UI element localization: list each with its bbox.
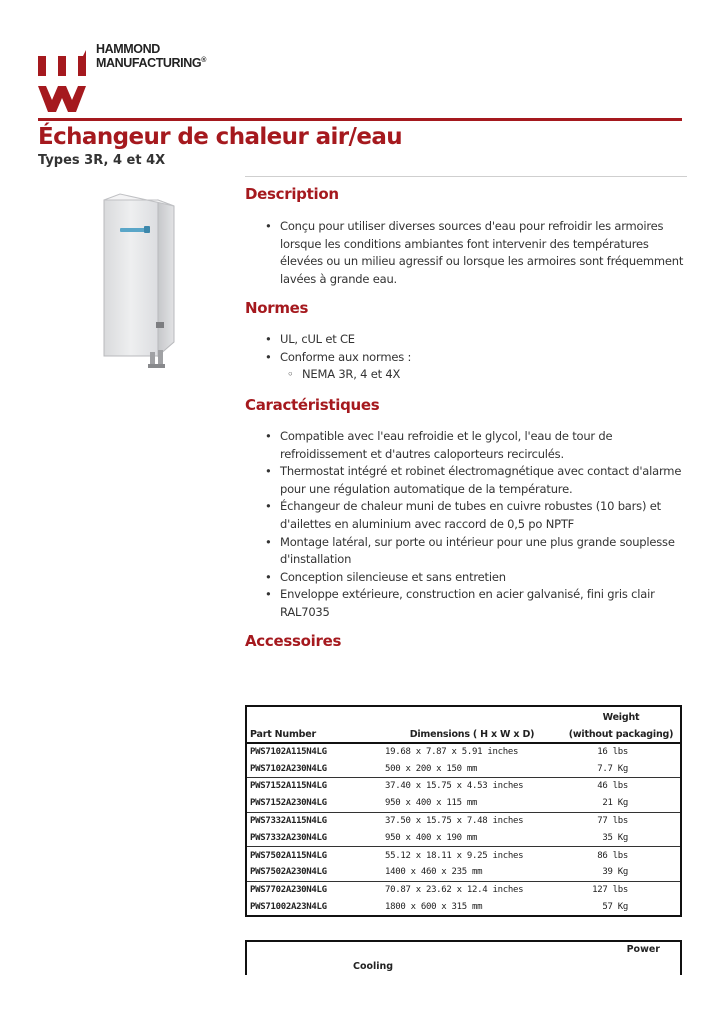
dimensions-cell: 1800 x 600 x 315 mm [385,901,483,912]
part-number-cell: PWS7102A115N4LG [250,747,327,758]
header-power: Power [626,944,660,955]
product-image [98,192,188,372]
header-weight-line2: (without packaging) [568,729,674,740]
caracteristiques-heading: Caractéristiques [245,396,380,414]
part-number-cell: PWS7502A115N4LG [246,847,382,864]
description-heading: Description [245,185,339,203]
weight-cell: 35 Kg [602,832,628,843]
header-rule [38,118,682,121]
header-dimensions: Dimensions ( H x W x D) [409,729,535,740]
table-row [246,812,681,829]
table-row [246,847,681,864]
brand-name-line1: HAMMOND [96,42,160,56]
part-number-cell: PWS7152A115N4LG [246,778,382,795]
dimensions-cell: 37.50 x 15.75 x 7.48 inches [382,812,562,829]
dimensions-cell: 37.40 x 15.75 x 4.53 inches [382,778,562,795]
table-row [246,743,681,760]
dimensions-cell: 55.12 x 18.11 x 9.25 inches [382,847,562,864]
part-number-cell: PWS7332A230N4LG [250,832,327,843]
dimensions-cell: 950 x 400 x 190 mm [385,832,478,843]
weight-cell: 16 lbs [597,747,628,758]
dimensions-cell: 500 x 200 x 150 mm [385,763,478,774]
table-header-row [246,706,681,743]
list-item: • Montage latéral, sur porte ou intérieur pour une plus grande souplesse d'installation [265,534,695,569]
header-cooling: Cooling [353,961,394,972]
header-weight [562,706,681,743]
description-list [265,218,695,288]
table-row [246,881,681,898]
part-number-cell: PWS7152A230N4LG [250,798,327,809]
table-row [246,829,681,846]
part-number-cell: PWS71002A23N4LG [250,901,327,912]
list-item: • Conforme aux normes : [265,349,695,367]
weight-cell: 86 lbs [562,847,681,864]
weight-cell: 46 lbs [562,778,681,795]
list-item: • Compatible avec l'eau refroidie et le glycol, l'eau de tour de refroidissement et d'autres caloporteurs recirculés. [265,428,695,463]
caracteristiques-list [265,428,695,622]
dimensions-cell: 70.87 x 23.62 x 12.4 inches [382,881,562,898]
normes-list [265,331,695,384]
weight-cell: 39 Kg [602,867,628,878]
table-row [246,778,681,795]
part-number-cell: PWS7502A230N4LG [250,867,327,878]
list-subitem: ◦ NEMA 3R, 4 et 4X [265,366,695,384]
dimensions-cell: 950 x 400 x 115 mm [385,798,478,809]
list-item: • Enveloppe extérieure, construction en acier galvanisé, fini gris clair RAL7035 [265,586,695,621]
subtitle-rule [245,176,687,177]
list-item: • Conçu pour utiliser diverses sources d'eau pour refroidir les armoires lorsque les conditions ambiantes font intervenir des températures élevées ou un milieu agressif ou lorsque les armoires sont fréquemment lavées à grande eau. [265,218,695,288]
weight-cell: 77 lbs [562,812,681,829]
cooling-table [245,940,682,975]
part-number-cell: PWS7702A230N4LG [246,881,382,898]
spec-table-body [246,743,681,916]
company-logo [38,42,218,112]
brand-name-line2-text: MANUFACTURING [96,56,202,70]
registered-mark: ® [201,56,206,64]
list-item: • UL, cUL et CE [265,331,695,349]
spec-table [245,705,682,917]
normes-heading: Normes [245,299,309,317]
list-item: • Conception silencieuse et sans entretien [265,569,695,587]
list-item: • Thermostat intégré et robinet électromagnétique avec contact d'alarme pour une régulation automatique de la température. [265,463,695,498]
page-title: Échangeur de chaleur air/eau [38,124,403,150]
weight-cell: 7.7 Kg [597,763,628,774]
table-row [246,760,681,777]
dimensions-cell: 19.68 x 7.87 x 5.91 inches [385,747,519,758]
header-weight-line1: Weight [602,712,640,723]
list-item: • Échangeur de chaleur muni de tubes en cuivre robustes (10 bars) et d'ailettes en aluminium avec raccord de 0,5 po NPTF [265,498,695,533]
heat-exchanger-illustration [98,192,188,372]
table-row [246,899,681,916]
hammond-logo-icon [38,42,90,112]
weight-cell: 127 lbs [562,881,681,898]
header-part-number: Part Number [250,729,316,740]
brand-name-line2 [96,56,206,70]
table-row [246,864,681,881]
page-subtitle: Types 3R, 4 et 4X [38,153,166,168]
accessoires-heading: Accessoires [245,632,342,650]
part-number-cell: PWS7102A230N4LG [250,763,327,774]
weight-cell: 57 Kg [602,901,628,912]
weight-cell: 21 Kg [602,798,628,809]
table-row [246,795,681,812]
dimensions-cell: 1400 x 460 x 235 mm [385,867,483,878]
part-number-cell: PWS7332A115N4LG [246,812,382,829]
